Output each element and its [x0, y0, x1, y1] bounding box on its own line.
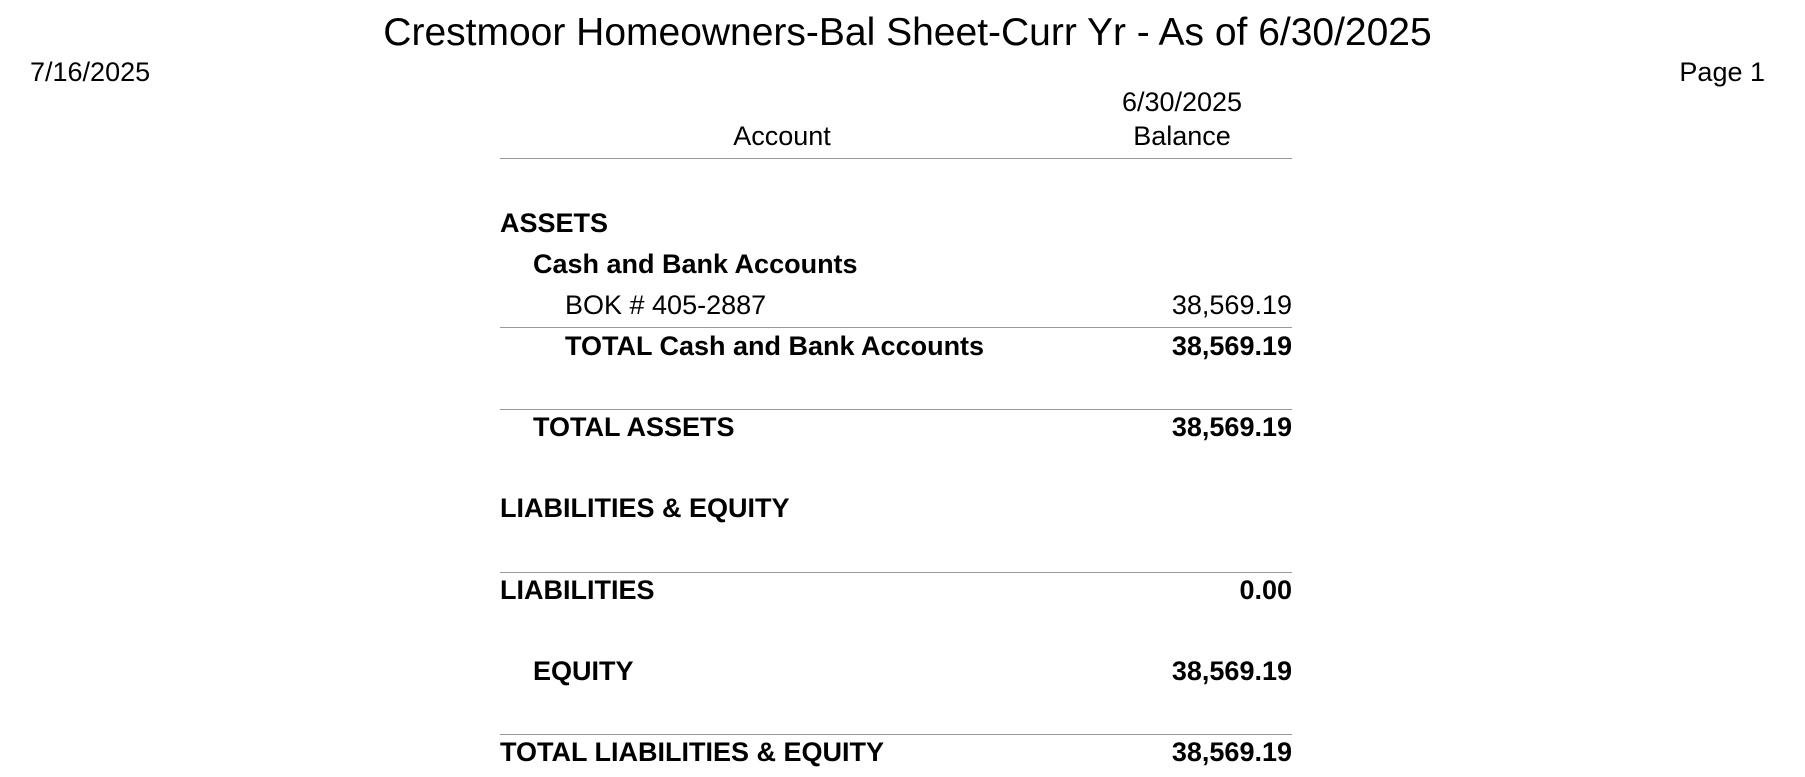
row-amount: 38,569.19 [1171, 737, 1292, 767]
row-label: Cash and Bank Accounts [533, 249, 858, 279]
column-header-account: Account [733, 121, 831, 151]
subtotal-divider [500, 327, 1292, 328]
cash-bank-subsection-header [500, 247, 1292, 281]
row-label: BOK # 405-2887 [565, 290, 767, 320]
row-label: TOTAL Cash and Bank Accounts [565, 331, 985, 361]
row-amount: 38,569.19 [1171, 290, 1292, 320]
header-divider [500, 158, 1292, 159]
row-amount: 38,569.19 [1171, 656, 1292, 686]
total-liabilities-equity-row [500, 735, 1292, 769]
report-title [0, 10, 1805, 56]
row-label: LIABILITIES [500, 575, 655, 605]
column-header-date: 6/30/2025 [1121, 87, 1243, 117]
row-amount: 38,569.19 [1171, 331, 1292, 361]
liabilities-row [500, 573, 1292, 607]
assets-section-header [500, 206, 1292, 240]
equity-row [500, 654, 1292, 688]
total-assets-row [500, 410, 1292, 444]
report-title-text: Crestmoor Homeowners-Bal Sheet-Curr Yr - As of 6/30/2025 [383, 11, 1432, 54]
row-amount: 0.00 [1239, 575, 1292, 605]
account-row-bok [500, 288, 1292, 322]
liabilities-equity-section-header [500, 491, 1292, 525]
report-run-date: 7/16/2025 [30, 57, 151, 87]
row-label: ASSETS [500, 208, 609, 238]
column-header-balance: Balance [1133, 121, 1231, 151]
row-label: EQUITY [533, 656, 634, 686]
row-label: TOTAL ASSETS [533, 412, 735, 442]
row-label: TOTAL LIABILITIES & EQUITY [500, 737, 885, 767]
total-cash-bank-row [500, 329, 1292, 363]
page-number: Page 1 [1679, 57, 1765, 87]
row-label: LIABILITIES & EQUITY [500, 493, 790, 523]
row-amount: 38,569.19 [1171, 412, 1292, 442]
